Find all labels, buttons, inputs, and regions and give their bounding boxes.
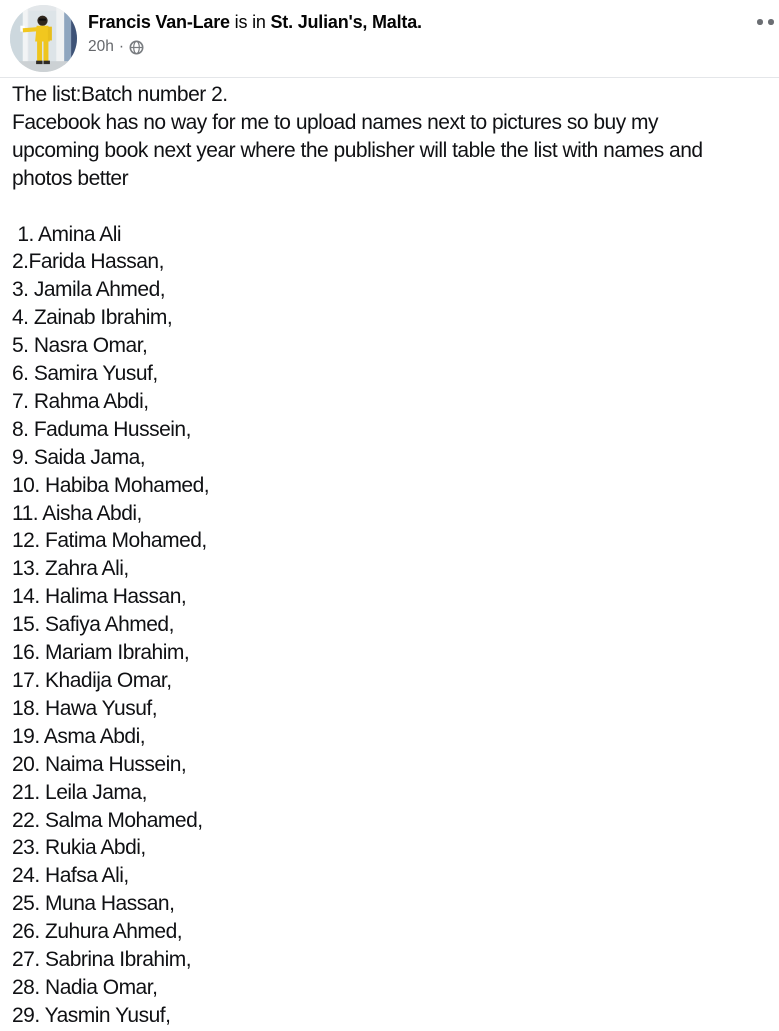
- name-list-item: 20. Naima Hussein,: [12, 752, 187, 776]
- location-link[interactable]: St. Julian's, Malta: [270, 12, 418, 32]
- intro-line: The list:Batch number 2.: [12, 83, 228, 106]
- name-list-item: 1. Amina Ali: [12, 222, 122, 246]
- name-list-item: 11. Aisha Abdi,: [12, 501, 142, 525]
- name-list-item: 4. Zainab Ibrahim,: [12, 306, 173, 330]
- intro-line: photos better: [12, 166, 129, 190]
- name-list-item: 10. Habiba Mohamed,: [12, 473, 210, 497]
- ellipsis-dot: [757, 19, 763, 25]
- name-list-item: 25. Muna Hassan,: [12, 892, 175, 916]
- title-period: .: [417, 12, 422, 32]
- post-body: [0, 78, 779, 1030]
- intro-line: [12, 193, 767, 221]
- ellipsis-dot: [768, 19, 774, 25]
- name-list-item: 26. Zuhura Ahmed,: [12, 920, 183, 944]
- name-list-item: 27. Sabrina Ibrahim,: [12, 948, 192, 972]
- post-header: [0, 0, 779, 77]
- name-list-item: 9. Saida Jama,: [12, 445, 146, 469]
- intro-line: upcoming book next year where the publisher will table the list with names and: [12, 138, 703, 162]
- name-list-item: 6. Samira Yusuf,: [12, 362, 158, 386]
- name-list-item: 24. Hafsa Ali,: [12, 864, 129, 888]
- name-list-item: 8. Faduma Hussein,: [12, 417, 191, 441]
- name-list-item: 16. Mariam Ibrahim,: [12, 641, 190, 665]
- name-list-item: 22. Salma Mohamed,: [12, 808, 203, 832]
- globe-public-icon: [129, 40, 144, 55]
- avatar-image: [10, 5, 77, 72]
- name-list-item: 14. Halima Hassan,: [12, 585, 187, 609]
- post-title: [88, 11, 422, 34]
- meta-separator: ·: [118, 38, 125, 55]
- header-text: [88, 4, 422, 57]
- name-list-item: 18. Hawa Yusuf,: [12, 696, 158, 720]
- name-list-item: 17. Khadija Omar,: [12, 669, 172, 693]
- name-list-item: 15. Safiya Ahmed,: [12, 613, 174, 637]
- name-list-item: 13. Zahra Ali,: [12, 557, 129, 581]
- name-list-item: 12. Fatima Mohamed,: [12, 529, 207, 553]
- name-list-item: 2.Farida Hassan,: [12, 250, 164, 274]
- name-list-item: 5. Nasra Omar,: [12, 334, 148, 358]
- timestamp[interactable]: 20h: [88, 38, 114, 55]
- name-list-item: 19. Asma Abdi,: [12, 724, 146, 748]
- more-options-button[interactable]: [757, 19, 779, 25]
- post-intro: [12, 81, 767, 221]
- name-list-item: 7. Rahma Abdi,: [12, 389, 149, 413]
- name-list-item: 23. Rukia Abdi,: [12, 836, 146, 860]
- title-connector: is in: [229, 12, 271, 32]
- author-name[interactable]: Francis Van-Lare: [88, 12, 230, 32]
- name-list-item: 3. Jamila Ahmed,: [12, 278, 166, 302]
- names-list: [12, 221, 767, 1030]
- post-meta: [88, 37, 422, 57]
- name-list-item: 28. Nadia Omar,: [12, 975, 158, 999]
- avatar[interactable]: [10, 5, 77, 72]
- name-list-item: 29. Yasmin Yusuf,: [12, 1003, 171, 1027]
- intro-line: Facebook has no way for me to upload names next to pictures so buy my: [12, 110, 659, 134]
- name-list-item: 21. Leila Jama,: [12, 780, 147, 804]
